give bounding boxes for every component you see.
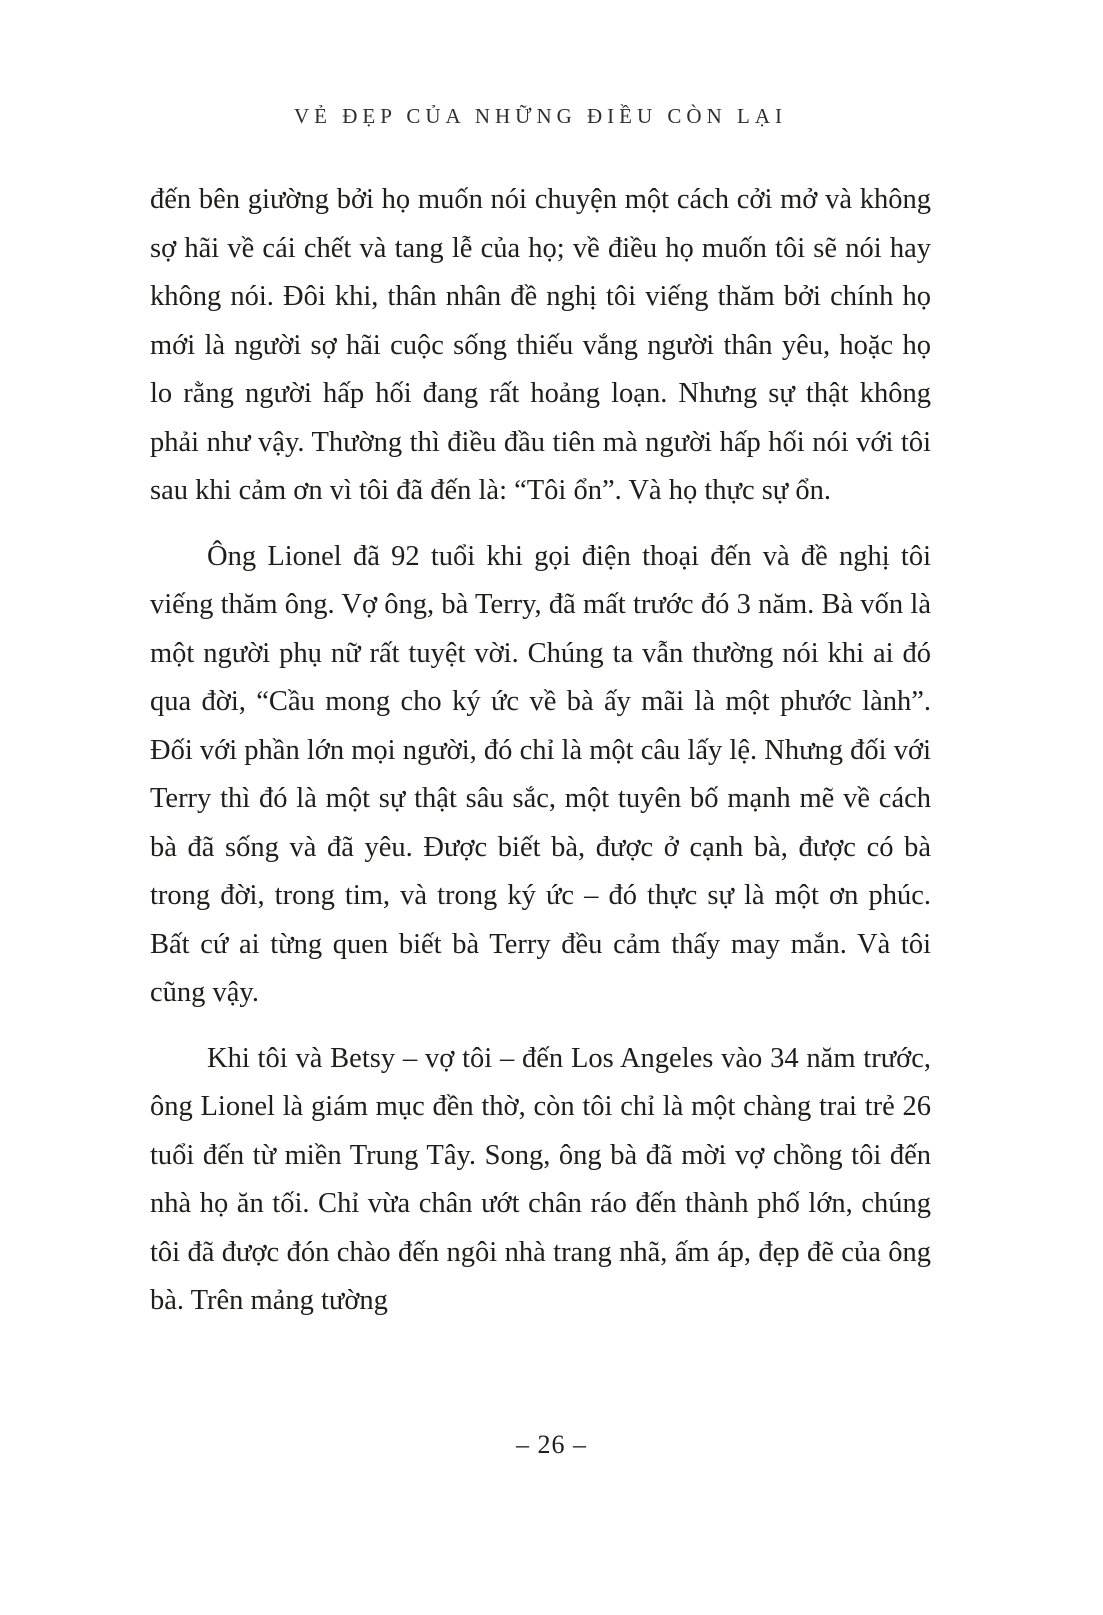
page-body: [150, 176, 931, 1326]
running-header: VẺ ĐẸP CỦA NHỮNG ĐIỀU CÒN LẠI: [294, 104, 787, 128]
page-number: – 26 –: [516, 1430, 587, 1459]
paragraph: Khi tôi và Betsy – vợ tôi – đến Los Angeles vào 34 năm trước, ông Lionel là giám mục đền thờ, còn tôi chỉ là một chàng trai trẻ 26 tuổi đến từ miền Trung Tây. Song, ông bà đã mời vợ chồng tôi đến nhà họ ăn tối. Chỉ vừa chân ướt chân ráo đến thành phố lớn, chúng tôi đã được đón chào đến ngôi nhà trang nhã, ấm áp, đẹp đẽ của ông bà. Trên mảng tường: [150, 1042, 931, 1316]
paragraph: đến bên giường bởi họ muốn nói chuyện một cách cởi mở và không sợ hãi về cái chết và tang lễ của họ; về điều họ muốn tôi sẽ nói hay không nói. Đôi khi, thân nhân đề nghị tôi viếng thăm bởi chính họ mới là người sợ hãi cuộc sống thiếu vắng người thân yêu, hoặc họ lo rằng người hấp hối đang rất hoảng loạn. Nhưng sự thật không phải như vậy. Thường thì điều đầu tiên mà người hấp hối nói với tôi sau khi cảm ơn vì tôi đã đến là: “Tôi ổn”. Và họ thực sự ổn.: [150, 184, 931, 506]
paragraph: Ông Lionel đã 92 tuổi khi gọi điện thoại đến và đề nghị tôi viếng thăm ông. Vợ ông, bà Terry, đã mất trước đó 3 năm. Bà vốn là một người phụ nữ rất tuyệt vời. Chúng ta vẫn thường nói khi ai đó qua đời, “Cầu mong cho ký ức về bà ấy mãi là một phước lành”. Đối với phần lớn mọi người, đó chỉ là một câu lấy lệ. Nhưng đối với Terry thì đó là một sự thật sâu sắc, một tuyên bố mạnh mẽ về cách bà đã sống và đã yêu. Được biết bà, được ở cạnh bà, được có bà trong đời, trong tim, và trong ký ức – đó thực sự là một ơn phúc. Bất cứ ai từng quen biết bà Terry đều cảm thấy may mắn. Và tôi cũng vậy.: [150, 540, 931, 1008]
